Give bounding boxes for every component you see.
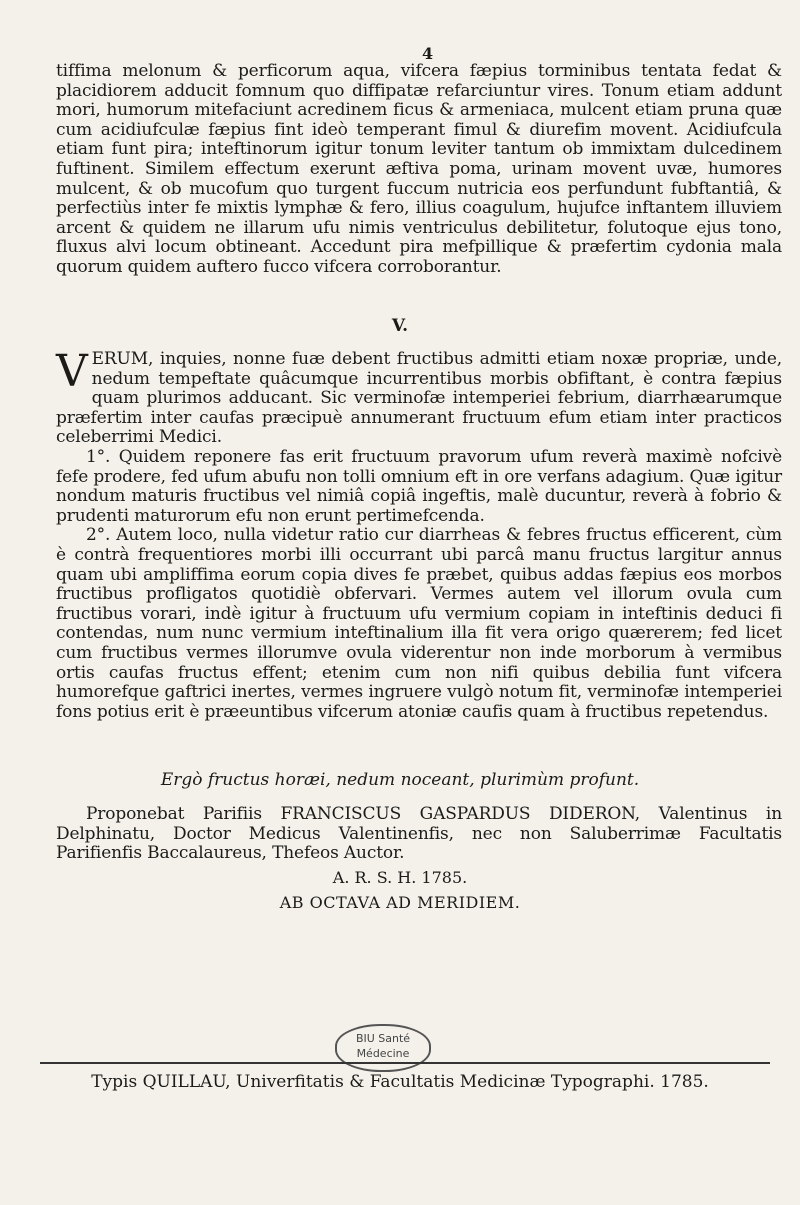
stamp-text: BIU Santé Médecine xyxy=(355,1032,411,1060)
conclusion-motto: Ergò fructus horæi, nedum noceant, plurimùm profunt. xyxy=(160,770,640,790)
paragraph-2-lead: ERUM, inquies, nonne fuæ debent fructibus admitti etiam noxæ propriæ, unde, nedum tempeftate quâcumque incurrentibus morbis obfiftant, è contra fæpius quam plurimos adducant. Sic verminofæ intemperiei febrium, diarrhæarumque præfertim inter caufas præcipuè annumerant fructuum efum etiam inter practicos celeberrimi Medici. xyxy=(56,349,782,448)
time-line: AB OCTAVA AD MERIDIEM. xyxy=(279,893,521,912)
page-number: 4 xyxy=(422,44,434,63)
paragraph-2-item-2: 2°. Autem loco, nulla videtur ratio cur diarrheas & febres fructus efficerent, cùm è contrà frequentiores morbi illi occurrant ubi parcâ manu fructus largitur annus quam ubi ampliffima eorum copia dives fe præbet, quibus addas fæpius eos morbos fructibus profligatos quotidiè obfervari. Vermes autem vel illorum ovula cum fructibus vorari, indè igitur à fructuum ufu vermium copiam in inteftinis deduci fi contendas, num nunc vermium inteftinalium illa fit vera origo quærerem; fed licet cum fructibus vermes illorumve ovula viderentur non inde morborum à vermibus ortis caufas fructus effent; etenim cum non nifi quibus debilia funt vifcera humorefque gaftrici inertes, vermes ingruere vulgò notum fit, verminofæ intemperiei fons potius erit è præeuntibus vifcerum atoniæ caufis quam à fructibus repetendus. xyxy=(56,525,782,722)
paragraph-2-item-1: 1°. Quidem reponere fas erit fructuum pravorum ufum reverà maximè nofcivè fefe prodere, fed ufum abufu non tolli omnium eft in ore verfans adagium. Quæ igitur nondum maturis fructibus vel nimiâ copiâ ingeftis, malè ducuntur, reverà à fobrio & prudenti maturorum efu non erunt pertimefcenda. xyxy=(56,446,782,526)
date-line: A. R. S. H. 1785. xyxy=(332,868,468,887)
drop-cap: V xyxy=(56,346,88,397)
paragraph-3: Proponebat Parifiis FRANCISCUS GASPARDUS DIDERON, Valentinus in Delphinatu, Doctor Medicus Valentinenfis, nec non Saluberrimæ Facultatis Parifienfis Baccalaureus, Thefeos Auctor. xyxy=(56,804,782,864)
printer-imprint: Typis QUILLAU, Univerfitatis & Facultatis Medicinæ Typographi. 1785. xyxy=(91,1072,709,1092)
paragraph-2 xyxy=(56,346,782,722)
paragraph-1: tiffima melonum & perficorum aqua, vifcera fæpius torminibus tentata fedat & placidiorem adducit fomnum quo diffipatæ refarciuntur vires. Tonum etiam addunt mori, humorum mitefaciunt acredinem ficus & armeniaca, mulcent etiam pruna quæ cum acidiufculæ fæpius fint ideò temperant fimul & diurefim movent. Acidiufcula etiam funt pira; inteftinorum igitur tonum leviter tantum ob immixtam dulcedinem fuftinent. Similem effectum exerunt æftiva poma, urinam movent uvæ, humores mulcent, & ob mucofum quo turgent fuccum nutricia eos perfundunt fubftantiâ, & perfectiùs inter fe mixtis lymphæ & fero, illius coagulum, hujufce inftantem illuviem arcent & quidem ne illarum ufu nimis ventriculus debilitetur, folutoque ejus tono, fluxus alvi locum obtineant. Accedunt pira mefpillique & præfertim cydonia mala quorum quidem auftero fucco vifcera corroborantur. xyxy=(56,61,782,277)
divider-rule xyxy=(40,1062,770,1064)
section-heading: V. xyxy=(391,316,409,336)
library-stamp xyxy=(335,1024,431,1072)
